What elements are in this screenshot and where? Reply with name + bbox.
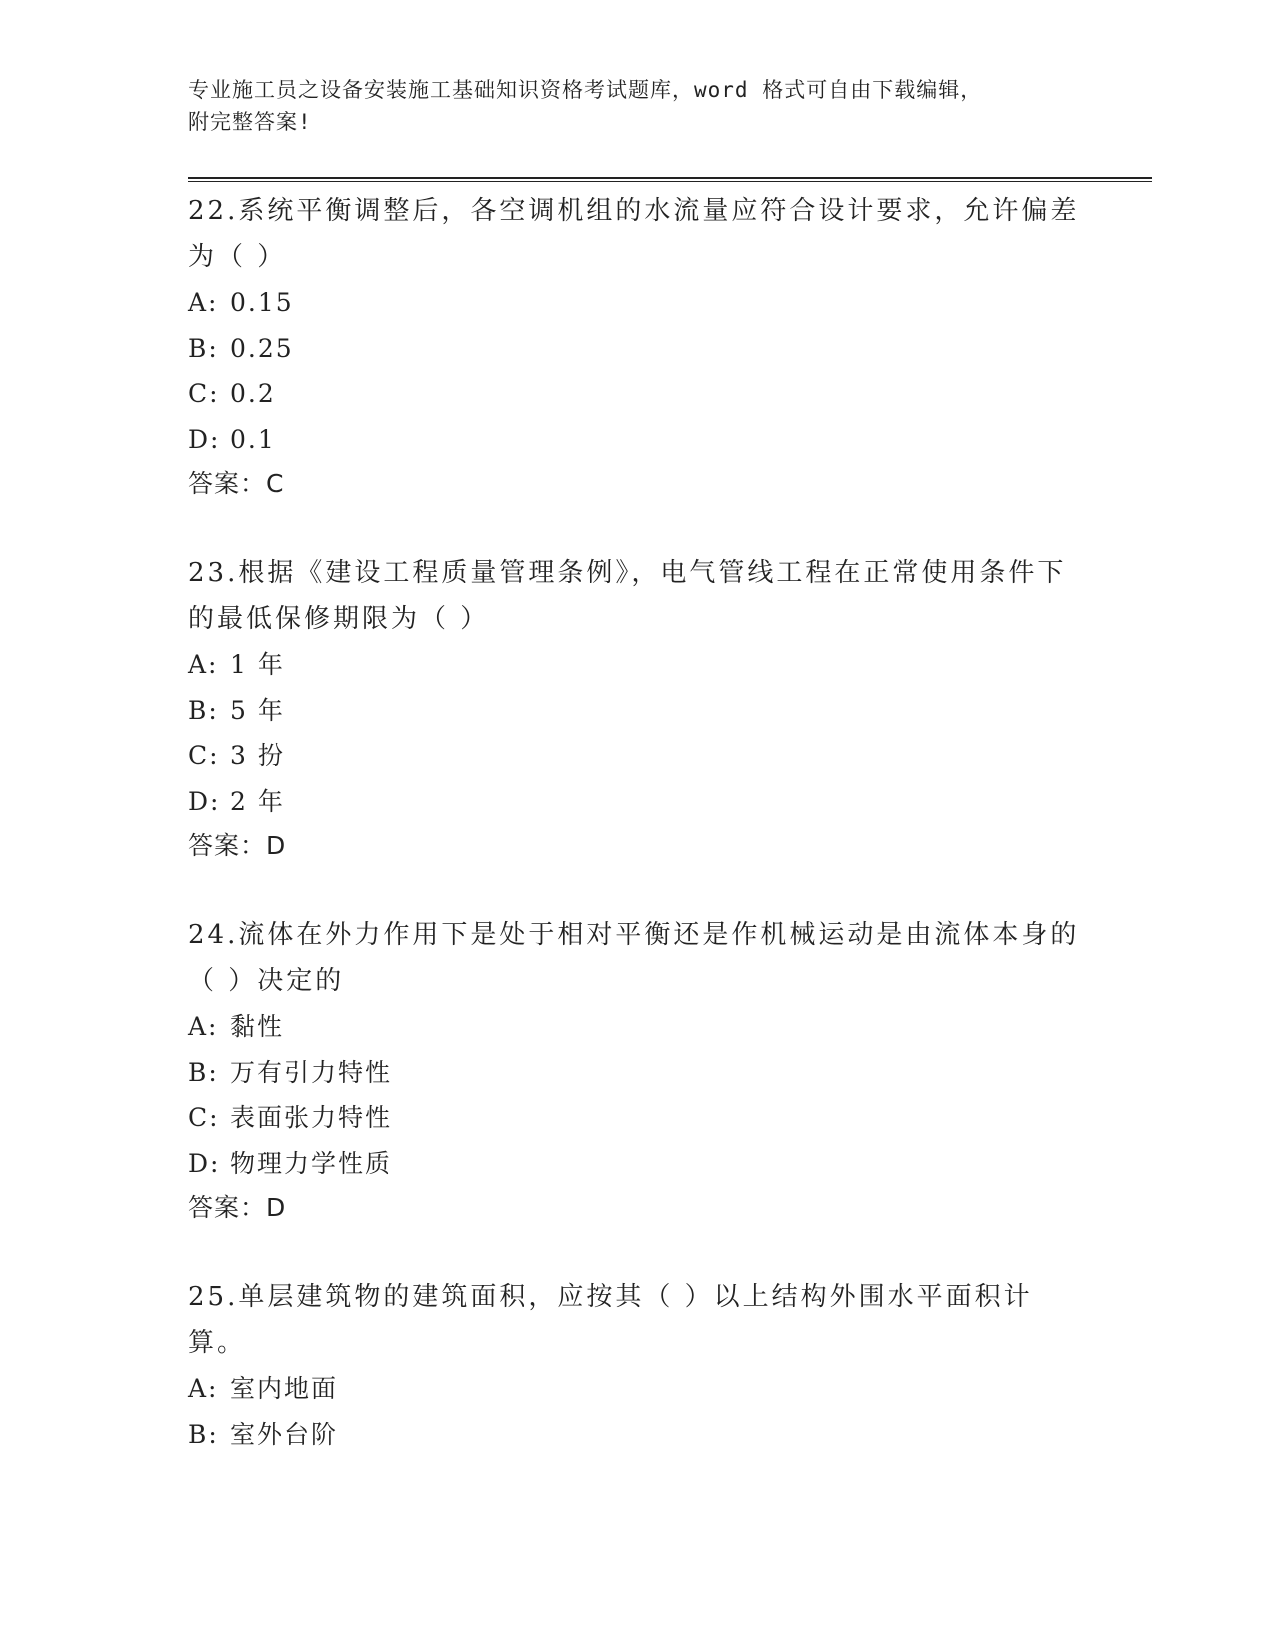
option-b xyxy=(188,1050,1088,1096)
document-header xyxy=(188,74,1068,138)
option-text: 室内地面 xyxy=(230,1374,339,1403)
option-d xyxy=(188,779,1088,825)
option-a xyxy=(188,1366,1088,1412)
answer-line: 答案：D xyxy=(188,831,287,860)
option-d xyxy=(188,417,1088,463)
option-text: 0.2 xyxy=(230,379,276,408)
question-24 xyxy=(188,912,1088,1230)
question-22 xyxy=(188,188,1088,506)
header-line-1: 专业施工员之设备安装施工基础知识资格考试题库，word 格式可自由下载编辑， xyxy=(188,78,983,102)
question-23 xyxy=(188,550,1088,868)
option-letter: A: xyxy=(188,1012,219,1041)
question-stem: 23.根据《建设工程质量管理条例》，电气管线工程在正常使用条件下的最低保修期限为（ ） xyxy=(188,558,1067,634)
option-text: 1 年 xyxy=(230,650,285,679)
header-divider-thick xyxy=(188,177,1152,179)
option-text: 万有引力特性 xyxy=(230,1057,393,1087)
question-stem: 24.流体在外力作用下是处于相对平衡还是作机械运动是由流体本身的（ ）决定的 xyxy=(188,920,1080,996)
header-divider-thin xyxy=(188,181,1152,182)
option-a xyxy=(188,1004,1088,1050)
option-text: 2 年 xyxy=(230,786,285,816)
option-text: 黏性 xyxy=(230,1012,285,1041)
option-letter: D: xyxy=(188,424,221,454)
question-stem: 25.单层建筑物的建筑面积，应按其（ ）以上结构外围水平面积计算。 xyxy=(188,1282,1033,1358)
option-letter: B: xyxy=(188,1057,219,1087)
question-stem: 22.系统平衡调整后，各空调机组的水流量应符合设计要求，允许偏差为（ ） xyxy=(188,196,1080,272)
option-text: 0.15 xyxy=(230,288,294,317)
option-letter: A: xyxy=(188,650,219,679)
option-text: 5 年 xyxy=(230,695,285,725)
option-letter: C: xyxy=(188,741,220,770)
answer-line: 答案：D xyxy=(188,1193,287,1222)
answer-line: 答案：C xyxy=(188,469,285,498)
option-c xyxy=(188,371,1088,417)
header-line-2: 附完整答案! xyxy=(188,110,312,134)
option-b xyxy=(188,688,1088,734)
option-text: 物理力学性质 xyxy=(230,1148,393,1178)
question-25 xyxy=(188,1274,1088,1457)
option-text: 0.1 xyxy=(230,424,276,454)
option-letter: D: xyxy=(188,1148,221,1178)
option-letter: B: xyxy=(188,1419,219,1449)
option-a xyxy=(188,280,1088,326)
option-text: 3 扮 xyxy=(230,741,285,770)
option-letter: B: xyxy=(188,333,219,363)
option-letter: A: xyxy=(188,288,219,317)
option-letter: D: xyxy=(188,786,221,816)
option-letter: C: xyxy=(188,1103,220,1132)
option-d xyxy=(188,1141,1088,1187)
option-b xyxy=(188,1412,1088,1458)
option-letter: C: xyxy=(188,379,220,408)
option-text: 表面张力特性 xyxy=(230,1103,393,1132)
option-text: 0.25 xyxy=(230,333,294,363)
option-letter: A: xyxy=(188,1374,219,1403)
option-c xyxy=(188,1095,1088,1141)
option-text: 室外台阶 xyxy=(230,1419,339,1449)
option-letter: B: xyxy=(188,695,219,725)
option-b xyxy=(188,326,1088,372)
question-list xyxy=(188,188,1088,1501)
option-c xyxy=(188,733,1088,779)
option-a xyxy=(188,642,1088,688)
